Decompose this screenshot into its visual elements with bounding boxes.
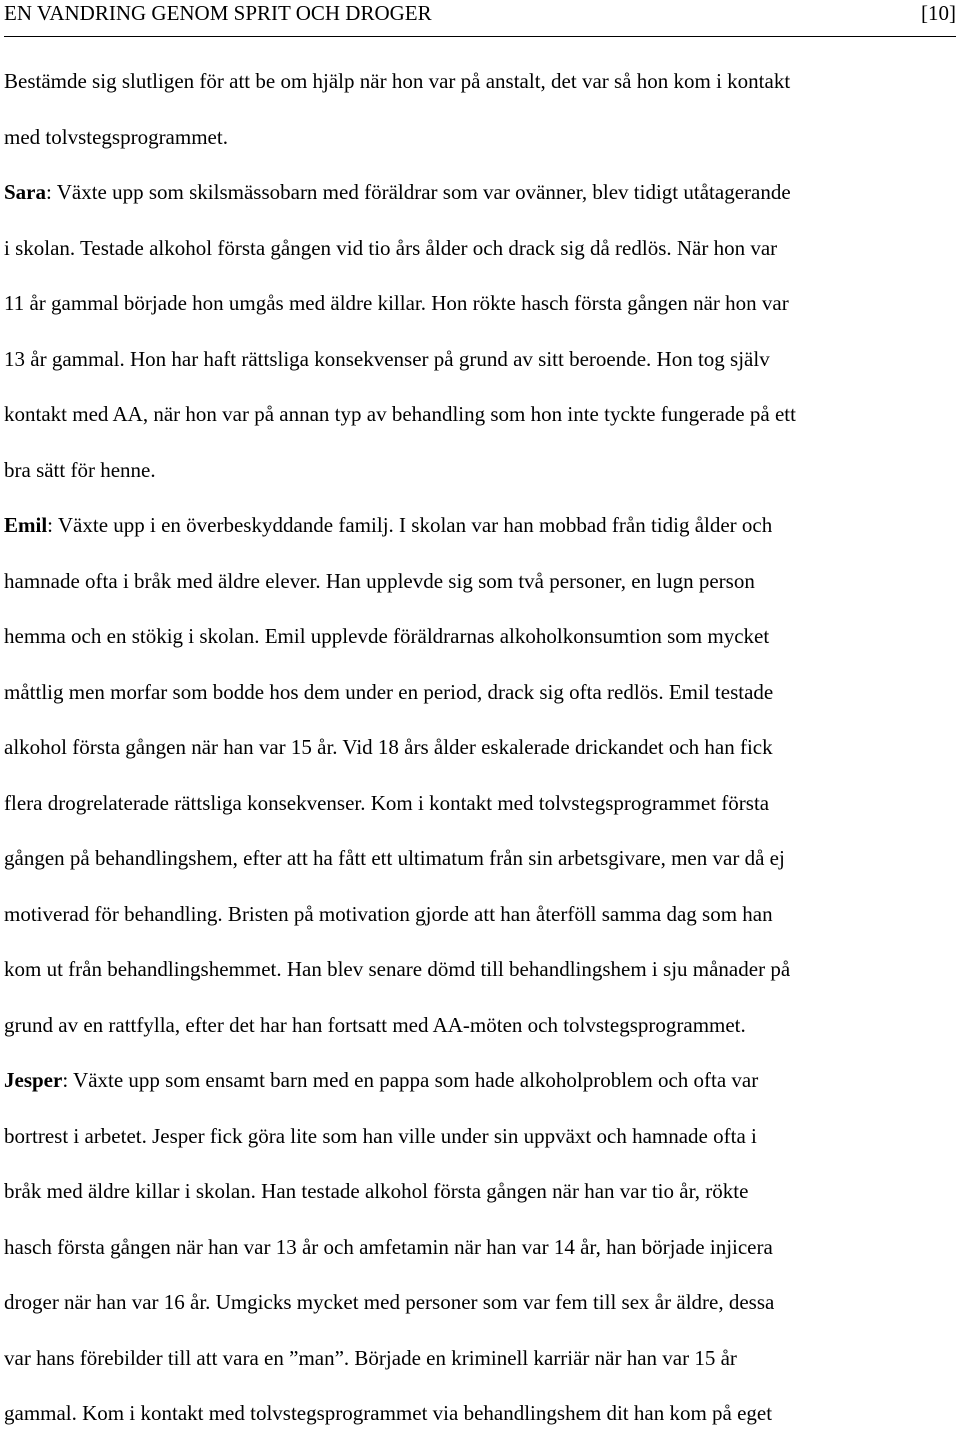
line-text: hemma och en stökig i skolan. Emil upplevde föräldrarnas alkoholkonsumtion som mycket	[4, 624, 770, 648]
person-name: Jesper	[4, 1068, 63, 1092]
line-text: bra sätt för henne.	[4, 457, 156, 482]
line-text: med tolvstegsprogrammet.	[4, 124, 228, 149]
person-name: Sara	[4, 180, 46, 204]
line-text: gången på behandlingshem, efter att ha fått ett ultimatum från sin arbetsgivare, men var då ej	[4, 846, 785, 870]
text-line	[4, 887, 956, 943]
text-line	[4, 221, 956, 277]
text-line	[4, 110, 956, 166]
line-text: var hans förebilder till att vara en ”man”. Började en kriminell karriär när han var 15 år	[4, 1345, 737, 1370]
text-line	[4, 1053, 956, 1109]
text-line	[4, 831, 956, 887]
text-line	[4, 998, 956, 1054]
text-line	[4, 276, 956, 332]
line-text: kom ut från behandlingshemmet. Han blev senare dömd till behandlingshem i sju månader på	[4, 957, 791, 981]
line-text: bortrest i arbetet. Jesper fick göra lite som han ville under sin uppväxt och hamnade ofta i	[4, 1123, 757, 1148]
text-line	[4, 1331, 956, 1387]
text-line	[4, 54, 956, 110]
line-text: gammal. Kom i kontakt med tolvstegsprogrammet via behandlingshem dit han kom på eget	[4, 1401, 773, 1425]
document-body	[4, 54, 956, 1442]
line-text: i skolan. Testade alkohol första gången vid tio års ålder och drack sig då redlös. När hon var	[4, 235, 778, 260]
line-text: grund av en rattfylla, efter det har han fortsatt med AA-möten och tolvstegsprogrammet.	[4, 1012, 746, 1037]
text-line	[4, 609, 956, 665]
line-text: motiverad för behandling. Bristen på motivation gjorde att han återföll samma dag som han	[4, 901, 773, 926]
text-line	[4, 443, 956, 499]
line-text: 13 år gammal. Hon har haft rättsliga konsekvenser på grund av sitt beroende. Hon tog själv	[4, 346, 770, 371]
text-line	[4, 1386, 956, 1442]
text-line	[4, 332, 956, 388]
line-text: : Växte upp som skilsmässobarn med föräldrar som var ovänner, blev tidigt utåtagerande	[46, 180, 791, 204]
line-text: flera drogrelaterade rättsliga konsekvenser. Kom i kontakt med tolvstegsprogrammet första	[4, 790, 770, 815]
text-line	[4, 720, 956, 776]
line-text: Bestämde sig slutligen för att be om hjälp när hon var på anstalt, det var så hon kom i kontakt	[4, 69, 791, 93]
text-line	[4, 1275, 956, 1331]
line-text: droger när han var 16 år. Umgicks mycket med personer som var fem till sex år äldre, dessa	[4, 1290, 775, 1314]
line-text: alkohol första gången när han var 15 år. Vid 18 års ålder eskalerade drickandet och han fick	[4, 735, 773, 759]
text-line	[4, 1164, 956, 1220]
line-text: : Växte upp i en överbeskyddande familj. I skolan var han mobbad från tidig ålder och	[47, 513, 773, 537]
text-line	[4, 554, 956, 610]
text-line	[4, 776, 956, 832]
page-number: [10]	[921, 1, 956, 25]
line-text: : Växte upp som ensamt barn med en pappa som hade alkoholproblem och ofta var	[62, 1068, 759, 1092]
line-text: bråk med äldre killar i skolan. Han testade alkohol första gången när han var tio år, rökte	[4, 1179, 749, 1203]
header-divider	[4, 36, 956, 37]
text-line	[4, 942, 956, 998]
text-line	[4, 387, 956, 443]
person-name: Emil	[4, 513, 48, 537]
text-line	[4, 498, 956, 554]
text-line	[4, 1220, 956, 1276]
running-title: EN VANDRING GENOM SPRIT OCH DROGER	[4, 1, 432, 25]
text-line	[4, 165, 956, 221]
line-text: måttlig men morfar som bodde hos dem under en period, drack sig ofta redlös. Emil testade	[4, 679, 774, 704]
line-text: 11 år gammal började hon umgås med äldre killar. Hon rökte hasch första gången när hon var	[4, 291, 789, 315]
line-text: kontakt med AA, när hon var på annan typ av behandling som hon inte tyckte fungerade på ett	[4, 402, 796, 426]
text-line	[4, 665, 956, 721]
page-header	[4, 0, 956, 26]
line-text: hamnade ofta i bråk med äldre elever. Han upplevde sig som två personer, en lugn person	[4, 568, 755, 593]
line-text: hasch första gången när han var 13 år och amfetamin när han var 14 år, han började injicera	[4, 1234, 773, 1259]
text-line	[4, 1109, 956, 1165]
